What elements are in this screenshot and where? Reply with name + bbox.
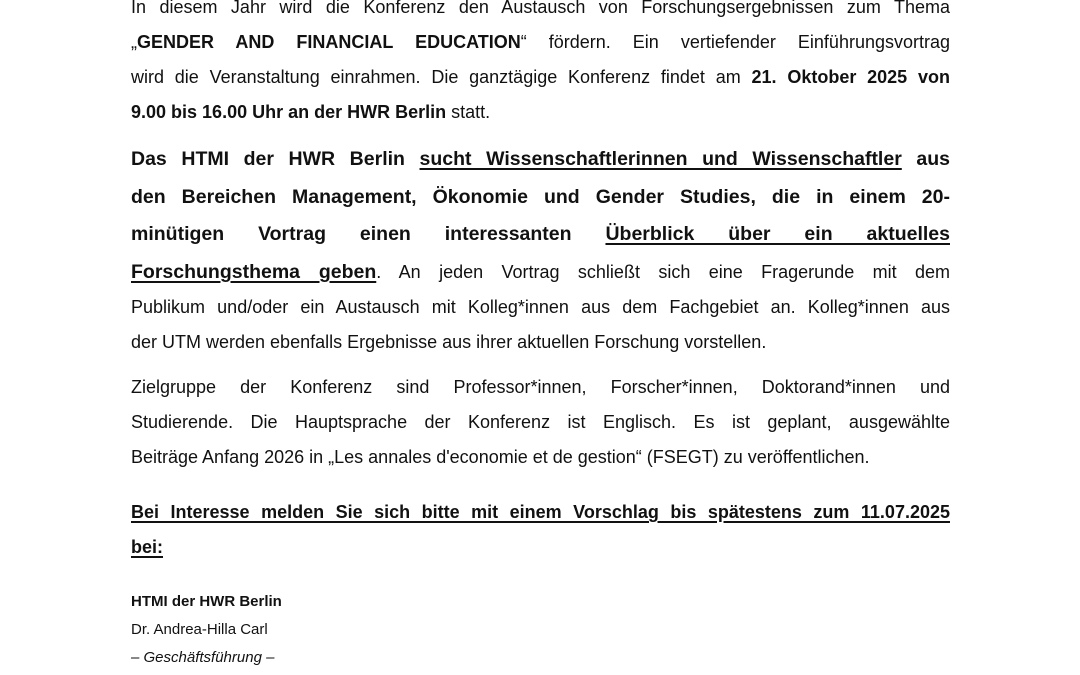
target-line-3: Beiträge Anfang 2026 in „Les annales d'economie et de gestion“ (FSEGT) zu veröffentlichen.	[131, 447, 870, 467]
conference-date: 21. Oktober 2025 von	[751, 67, 950, 87]
conference-topic: GENDER AND FINANCIAL EDUCATION	[137, 32, 521, 52]
conference-time-place: 9.00 bis 16.00 Uhr an der HWR Berlin	[131, 102, 447, 122]
intro-line-2: „GENDER AND FINANCIAL EDUCATION“ fördern. Ein vertiefender Einführungsvortrag	[131, 32, 951, 52]
paragraph-deadline	[131, 495, 950, 565]
intro-line-4: 9.00 bis 16.00 Uhr an der HWR Berlin statt.	[131, 102, 491, 122]
contact-name: Dr. Andrea-Hilla Carl	[131, 621, 268, 638]
call-highlight-overview: Überblick über ein aktuelles	[605, 223, 950, 245]
paragraph-target-group	[131, 370, 950, 475]
call-line-1: Das HTMI der HWR Berlin sucht Wissenschaftlerinnen und Wissenschaftler aus	[131, 148, 950, 170]
call-line-5: Publikum und/oder ein Austausch mit Kolleg*innen aus dem Fachgebiet an. Kolleg*innen aus	[131, 297, 950, 317]
call-line-2: den Bereichen Management, Ökonomie und Gender Studies, die in einem 20-	[131, 185, 950, 208]
contact-role: – Geschäftsführung –	[131, 649, 275, 666]
intro-line-3: wird die Veranstaltung einrahmen. Die ganztägige Konferenz findet am 21. Oktober 2025 von	[131, 67, 950, 87]
paragraph-conference-intro	[131, 0, 950, 130]
contact-organization: HTMI der HWR Berlin	[131, 593, 282, 610]
target-line-1: Zielgruppe der Konferenz sind Professor*innen, Forscher*innen, Doktorand*innen und	[131, 377, 950, 397]
deadline-line-2: bei:	[131, 537, 164, 557]
deadline-line-1: Bei Interesse melden Sie sich bitte mit einem Vorschlag bis spätestens zum 11.07.2025	[131, 502, 950, 522]
call-highlight-researchers: sucht Wissenschaftlerinnen und Wissenschaftler	[419, 148, 902, 170]
call-line-6: der UTM werden ebenfalls Ergebnisse aus ihrer aktuellen Forschung vorstellen.	[131, 332, 767, 352]
intro-line-1: In diesem Jahr wird die Konferenz den Austausch von Forschungsergebnissen zum Thema	[131, 0, 950, 17]
call-line-3: minütigen Vortrag einen interessanten Überblick über ein aktuelles	[131, 223, 950, 245]
call-highlight-topic: Forschungsthema geben	[131, 261, 377, 283]
call-line-4: Forschungsthema geben. An jeden Vortrag schließt sich eine Fragerunde mit dem	[131, 261, 951, 283]
paragraph-call-for-speakers	[131, 141, 950, 254]
target-line-2: Studierende. Die Hauptsprache der Konferenz ist Englisch. Es ist geplant, ausgewählte	[131, 412, 950, 432]
paragraph-call-details	[131, 255, 950, 360]
